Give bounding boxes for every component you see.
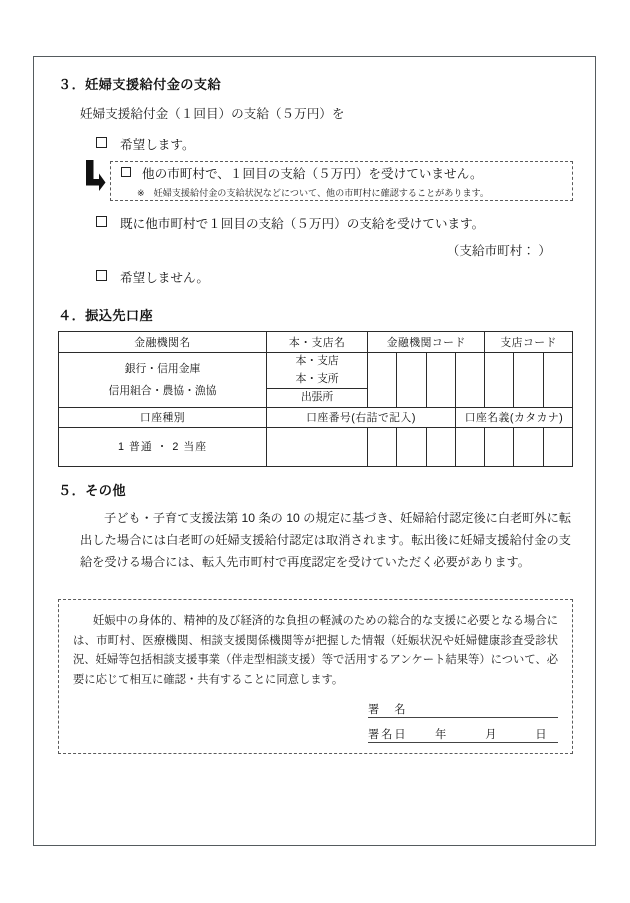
section-3-lead-text: 妊婦支援給付金（１回目）の支給（５万円）を bbox=[80, 106, 345, 121]
note-mark-icon: ※ bbox=[137, 188, 145, 199]
subcondition-note bbox=[137, 188, 572, 199]
consent-paragraph-text: 妊娠中の身体的、精神的及び経済的な負担の軽減のための総合的な支援に必要となる場合には、市町村、医療機関、相談支援関係機関等が把握した情報（妊娠状況や妊婦健康診査受診状況、妊婦等包括相談支援事業（伴走型相談支援）等で活用するアンケート結果等）について、必要に応じて相互に確認・共有することに同意します。 bbox=[73, 615, 558, 686]
signature-date-row[interactable] bbox=[368, 723, 558, 743]
input-branch-name[interactable] bbox=[267, 353, 368, 407]
table-row-input-1 bbox=[59, 353, 573, 407]
signature-date-label: 署名日 bbox=[368, 728, 408, 741]
branch-type-line-1: 本・支店 bbox=[295, 355, 339, 368]
checkbox-row-request-yes[interactable] bbox=[96, 138, 573, 154]
checkbox-label-already-received: 既に他市町村で１回目の支給（５万円）の支給を受けています。 bbox=[120, 217, 485, 232]
header-account-number: 口座番号(右詰で記入) bbox=[267, 407, 456, 427]
bank-account-table bbox=[58, 331, 573, 466]
branch-type-line-3: 出張所 bbox=[300, 391, 334, 404]
signature-date-month-label: 月 bbox=[485, 728, 497, 741]
input-branch-code-digit-2[interactable] bbox=[514, 353, 543, 407]
header-account-type: 口座種別 bbox=[59, 407, 267, 427]
input-branch-code-digit-1[interactable] bbox=[485, 353, 514, 407]
signature-date-day-label: 日 bbox=[535, 728, 547, 741]
header-branch-name: 本・支店名 bbox=[267, 332, 368, 353]
signature-row[interactable] bbox=[368, 698, 558, 718]
table-row-header-2 bbox=[59, 407, 573, 427]
input-account-number-digit-3[interactable] bbox=[397, 427, 426, 466]
input-account-number-digit-4[interactable] bbox=[426, 427, 455, 466]
paying-municipality-field[interactable]: （支給市町村： ） bbox=[446, 244, 551, 259]
header-branch-code: 支店コード bbox=[485, 332, 573, 353]
input-account-number-digit-7[interactable] bbox=[514, 427, 543, 466]
header-account-holder: 口座名義(カタカナ) bbox=[455, 407, 572, 427]
input-bank-code-digit-2[interactable] bbox=[397, 353, 426, 407]
checkbox-request-yes[interactable] bbox=[96, 137, 107, 148]
input-account-holder[interactable] bbox=[543, 427, 572, 466]
input-account-number-digit-6[interactable] bbox=[485, 427, 514, 466]
signature-label: 署 名 bbox=[368, 703, 408, 716]
down-right-arrow-icon bbox=[80, 159, 106, 195]
bank-type-line-2: 信用組合・農協・漁協 bbox=[108, 385, 217, 398]
checkbox-already-received[interactable] bbox=[96, 216, 107, 227]
input-account-type[interactable]: 1 普通 ・ 2 当座 bbox=[59, 427, 267, 466]
checkbox-label-request-yes: 希望します。 bbox=[120, 137, 195, 152]
consent-dashed-box bbox=[58, 599, 573, 754]
table-row-header-1 bbox=[59, 332, 573, 353]
bank-type-line-1: 銀行・信用金庫 bbox=[124, 362, 201, 375]
form-content bbox=[58, 77, 573, 754]
signature-date-year-label: 年 bbox=[435, 728, 447, 741]
form-page bbox=[33, 56, 596, 846]
header-bank-code: 金融機関コード bbox=[368, 332, 485, 353]
section-5-paragraph bbox=[80, 507, 571, 574]
subcondition-group bbox=[80, 159, 573, 205]
subcondition-note-text: 妊婦支援給付金の支給状況などについて、他の市町村に確認することがあります。 bbox=[153, 188, 490, 199]
branch-type-line-2: 本・支所 bbox=[267, 371, 367, 389]
input-bank-code-digit-4[interactable] bbox=[455, 353, 484, 407]
input-bank-code-digit-3[interactable] bbox=[426, 353, 455, 407]
consent-paragraph bbox=[73, 612, 558, 690]
checkbox-row-not-received-elsewhere[interactable] bbox=[121, 167, 572, 183]
section-5-paragraph-text: 子ども・子育て支援法第 10 条の 10 の規定に基づき、妊婦給付認定後に白老町外に転出した場合には白老町の妊婦支援給付認定は取消されます。転出後に妊婦支援給付金の支給を受ける場合には、転入先市町村で再度認定を受けていただく必要があります。 bbox=[80, 510, 571, 570]
checkbox-label-not-received-elsewhere: 他の市町村で、１回目の支給（５万円）を受けていません。 bbox=[142, 167, 483, 182]
section-5-heading: ５．その他 bbox=[58, 482, 126, 498]
input-account-number-digit-2[interactable] bbox=[368, 427, 397, 466]
input-account-number-digit-5[interactable] bbox=[455, 427, 484, 466]
header-bank-name: 金融機関名 bbox=[59, 332, 267, 353]
checkbox-row-already-received[interactable] bbox=[96, 217, 573, 233]
input-account-number-digit-1[interactable] bbox=[267, 427, 368, 466]
checkbox-row-request-no[interactable] bbox=[96, 271, 573, 287]
checkbox-request-no[interactable] bbox=[96, 270, 107, 281]
table-row-input-2 bbox=[59, 427, 573, 466]
section-4-heading: ４．振込先口座 bbox=[58, 307, 154, 323]
checkbox-label-request-no: 希望しません。 bbox=[120, 270, 209, 285]
signature-block bbox=[368, 698, 558, 743]
input-branch-code-digit-3[interactable] bbox=[543, 353, 572, 407]
input-bank-code-digit-1[interactable] bbox=[368, 353, 397, 407]
section-3-heading: ３．妊婦支援給付金の支給 bbox=[58, 77, 222, 92]
subcondition-dashed-box bbox=[110, 161, 573, 201]
input-bank-name[interactable] bbox=[59, 353, 267, 407]
checkbox-not-received-elsewhere[interactable] bbox=[121, 167, 131, 177]
